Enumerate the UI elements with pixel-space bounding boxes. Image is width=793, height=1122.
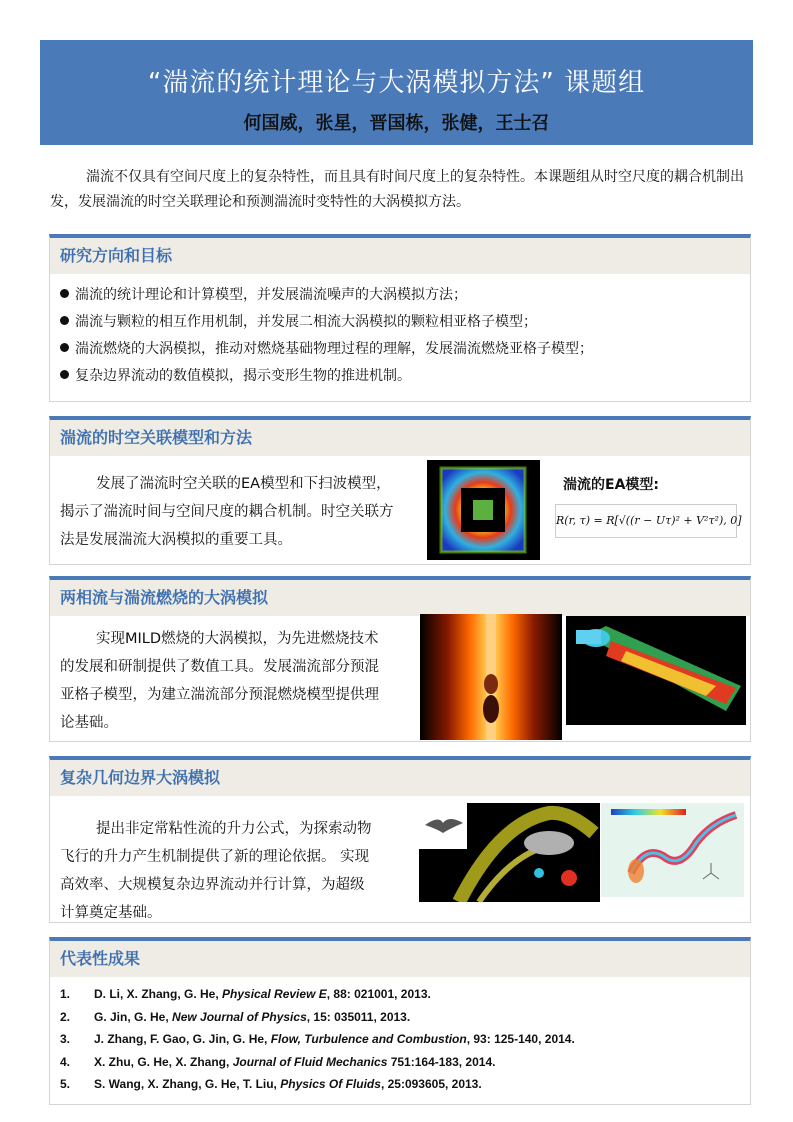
section-research xyxy=(49,234,751,402)
list-item: 1. D. Li, X. Zhang, G. He, Physical Review E, 88: 021001, 2013. xyxy=(60,987,431,1001)
intro-paragraph: 湍流不仅具有空间尺度上的复杂特性，而且具有时间尺度上的复杂特性。本课题组从时空尺度的耦合机制出发，发展湍流的时空关联理论和预测湍流时变特性的大涡模拟方法。 xyxy=(50,169,744,210)
section-title: 湍流的时空关联模型和方法 xyxy=(50,420,750,456)
authors-line: 何国威，张星，晋国栋，张健，王士召 xyxy=(243,113,550,134)
section-results xyxy=(49,937,751,1105)
geometry-paragraph: 提出非定常粘性流的升力公式，为探索动物飞行的升力产生机制提供了新的理论依据。 实现高效率、大规模复杂边界流动并行计算，为超级计算奠定基础。 xyxy=(60,821,372,921)
bullet-icon xyxy=(60,316,69,325)
bullet-icon xyxy=(60,370,69,379)
section-title: 两相流与湍流燃烧的大涡模拟 xyxy=(50,580,750,616)
combustor-simulation-image xyxy=(566,616,746,725)
bat-flight-simulation-image xyxy=(419,803,600,902)
list-item: 3. J. Zhang, F. Gao, G. Jin, G. He, Flow, Turbulence and Combustion, 93: 125-140, 2014. xyxy=(60,1032,575,1046)
bullet-icon xyxy=(60,289,69,298)
spacetime-paragraph: 发展了湍流时空关联的EA模型和下扫波模型，揭示了湍流时间与空间尺度的耦合机制。时空关联方法是发展湍流大涡模拟的重要工具。 xyxy=(60,476,394,548)
bullet-icon xyxy=(60,343,69,352)
list-item: 5. S. Wang, X. Zhang, G. He, T. Liu, Physics Of Fluids, 25:093605, 2013. xyxy=(60,1077,482,1091)
flame-simulation-image xyxy=(420,614,562,740)
list-item: 湍流燃烧的大涡模拟，推动对燃烧基础物理过程的理解，发展湍流燃烧亚格子模型； xyxy=(60,336,750,363)
page-title: “湍流的统计理论与大涡模拟方法” 课题组 xyxy=(147,68,646,98)
ea-model-label: 湍流的EA模型: xyxy=(563,477,659,493)
list-item: 2. G. Jin, G. He, New Journal of Physics, 15: 035011, 2013. xyxy=(60,1009,411,1024)
list-item: 复杂边界流动的数值模拟，揭示变形生物的推进机制。 xyxy=(60,363,750,390)
section-title: 复杂几何边界大涡模拟 xyxy=(50,760,750,796)
section-title: 研究方向和目标 xyxy=(50,238,750,274)
combustion-paragraph: 实现MILD燃烧的大涡模拟，为先进燃烧技术的发展和研制提供了数值工具。发展湍流部分预混亚格子模型，为建立湍流部分预混燃烧模型提供理论基础。 xyxy=(60,631,379,731)
reference-list xyxy=(50,977,750,1096)
ea-model-formula: R(r, τ) = R[√((r − Uτ)² + V²τ²), 0] xyxy=(555,504,737,538)
section-title: 代表性成果 xyxy=(50,941,750,977)
list-item: 湍流与颗粒的相互作用机制，并发展二相流大涡模拟的颗粒相亚格子模型； xyxy=(60,309,750,336)
vortex-simulation-image xyxy=(601,803,744,897)
list-item: 4. X. Zhu, G. He, X. Zhang, Journal of Fluid Mechanics 751:164-183, 2014. xyxy=(60,1054,496,1069)
list-item: 湍流的统计理论和计算模型，并发展湍流噪声的大涡模拟方法； xyxy=(60,282,750,309)
bullet-list xyxy=(50,274,750,390)
ea-model-contour-image xyxy=(427,460,540,560)
header-banner xyxy=(40,40,753,145)
